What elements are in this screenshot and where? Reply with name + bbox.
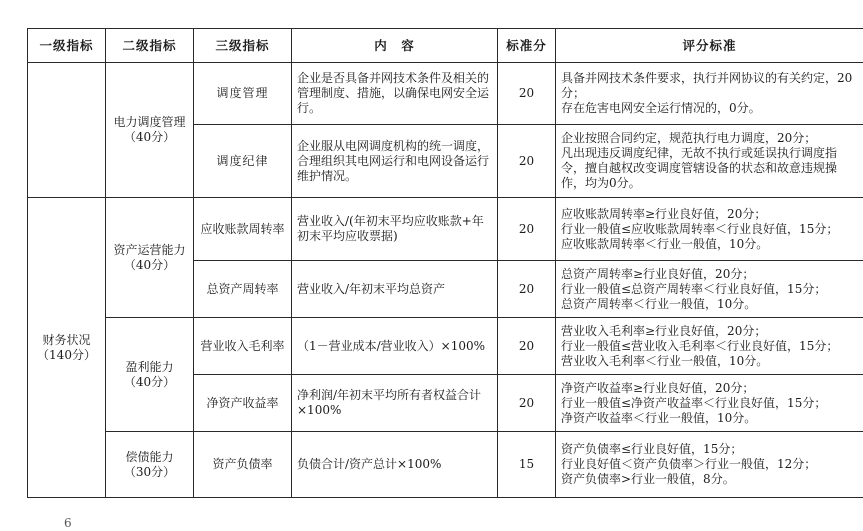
level1-score: （140分） [37, 347, 96, 362]
criteria-cell [556, 432, 863, 498]
content-cell: 营业收入/年初末平均总资产 [292, 261, 498, 318]
criteria-line: 行业一般值≤营业收入毛利率＜行业良好值，15分； [561, 338, 839, 353]
level1-cell-finance [28, 198, 106, 498]
level2-label: 偿债能力 [125, 449, 174, 464]
header-level3: 三级指标 [194, 29, 292, 63]
table-row [28, 432, 863, 498]
content-cell: 净利润/年初末平均所有者权益合计×100% [292, 375, 498, 432]
header-content: 内 容 [292, 29, 498, 63]
score-cell: 20 [498, 125, 556, 198]
level2-score: （40分） [123, 257, 176, 272]
content-cell: 营业收入/(年初末平均应收账款+年初末平均应收票据) [292, 198, 498, 261]
criteria-line: 行业一般值≤总资产周转率＜行业良好值，15分； [561, 281, 827, 296]
scoring-table [27, 28, 863, 498]
table-row [28, 63, 863, 125]
level1-cell-empty [28, 63, 106, 198]
criteria-line: 行业良好值＜资产负债率＞行业一般值，12分； [561, 457, 817, 471]
header-score: 标准分 [498, 29, 556, 63]
criteria-line: 行业一般值≤净资产收益率＜行业良好值，15分； [561, 395, 827, 410]
criteria-line: 净资产收益率≥行业良好值，20分； [561, 380, 755, 395]
level2-score: （40分） [123, 130, 176, 144]
score-cell: 20 [498, 375, 556, 432]
header-criteria: 评分标准 [556, 29, 863, 63]
criteria-line: 行业一般值≤应收账款周转率＜行业良好值，15分； [561, 221, 839, 236]
table-row [28, 198, 863, 261]
level2-label: 资产运营能力 [113, 242, 186, 257]
table-row [28, 318, 863, 375]
level2-label: 盈利能力 [125, 359, 174, 374]
criteria-line: 资产负债率≤行业良好值，15分； [561, 442, 743, 456]
level3-cell: 资产负债率 [194, 432, 292, 498]
content-cell: 企业服从电网调度机构的统一调度，合理组织其电网运行和电网设备运行维护情况。 [292, 125, 498, 198]
level3-cell: 调度纪律 [194, 125, 292, 198]
score-cell: 20 [498, 198, 556, 261]
level2-cell-solvency [106, 432, 194, 498]
level3-cell: 净资产收益率 [194, 375, 292, 432]
criteria-line: 总资产周转率≥行业良好值，20分； [561, 266, 755, 281]
level2-cell-profit [106, 318, 194, 432]
score-cell: 20 [498, 63, 556, 125]
level2-cell-power-dispatch [106, 63, 194, 198]
score-cell: 15 [498, 432, 556, 498]
level3-cell: 总资产周转率 [194, 261, 292, 318]
level2-score: （40分） [123, 374, 176, 389]
content-cell: （1－营业成本/营业收入）×100% [292, 318, 498, 375]
level3-cell: 调度管理 [194, 63, 292, 125]
level1-label: 财务状况 [42, 332, 91, 347]
criteria-cell [556, 261, 863, 318]
criteria-line: 应收账款周转率≥行业良好值，20分； [561, 206, 767, 221]
level2-score: （30分） [123, 464, 176, 479]
level3-cell: 应收账款周转率 [194, 198, 292, 261]
criteria-line: 存在危害电网安全运行情况的，0分。 [561, 101, 761, 115]
header-row [28, 29, 863, 63]
content-cell: 企业是否具备并网技术条件及相关的管理制度、措施，以确保电网安全运行。 [292, 63, 498, 125]
criteria-cell [556, 318, 863, 375]
criteria-line: 应收账款周转率＜行业一般值，10分。 [561, 236, 769, 251]
criteria-line: 总资产周转率＜行业一般值，10分。 [561, 296, 757, 311]
level2-label: 电力调度管理 [113, 115, 186, 129]
criteria-line: 凡出现违反调度纪律，无故不执行或延误执行调度指令，擅自越权改变调度管辖设备的状态和故意违规操作，均为0分。 [561, 146, 838, 190]
criteria-line: 净资产收益率＜行业一般值，10分。 [561, 410, 757, 425]
header-level1: 一级指标 [28, 29, 106, 63]
criteria-line: 营业收入毛利率＜行业一般值，10分。 [561, 353, 769, 368]
level2-cell-asset-ops [106, 198, 194, 318]
page-number: 6 [64, 516, 72, 530]
criteria-cell [556, 125, 863, 198]
level3-cell: 营业收入毛利率 [194, 318, 292, 375]
criteria-cell [556, 198, 863, 261]
content-cell: 负债合计/资产总计×100% [292, 432, 498, 498]
criteria-line: 企业按照合同约定，规范执行电力调度，20分； [561, 131, 817, 145]
criteria-line: 资产负债率>行业一般值，8分。 [561, 472, 735, 486]
score-cell: 20 [498, 318, 556, 375]
score-cell: 20 [498, 261, 556, 318]
criteria-cell [556, 375, 863, 432]
criteria-cell [556, 63, 863, 125]
header-level2: 二级指标 [106, 29, 194, 63]
criteria-line: 具备并网技术条件要求，执行并网协议的有关约定，20分； [561, 71, 853, 100]
criteria-line: 营业收入毛利率≥行业良好值，20分； [561, 323, 767, 338]
